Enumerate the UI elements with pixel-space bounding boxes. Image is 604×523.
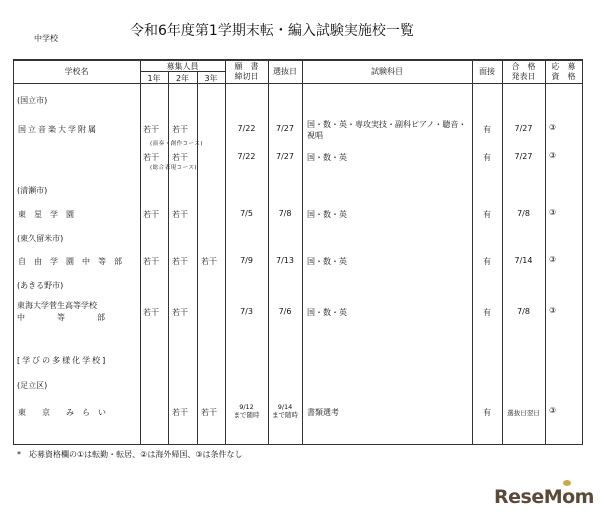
qualification-mark: ③ (549, 151, 557, 160)
year1-count: 若干 (143, 308, 159, 317)
header-bottom-border (13, 83, 583, 84)
deadline-date: 7/9 (240, 256, 253, 265)
year2-count: 若干 (172, 408, 188, 417)
col-divider-interview (502, 59, 503, 445)
announce-date: 7/8 (517, 209, 530, 218)
year1-count: 若干 (143, 125, 159, 134)
exam-date: 7/8 (278, 209, 292, 218)
exam-subjects: 国・数・英 (307, 257, 347, 266)
section-akiruno: (あきる野市) (17, 281, 64, 290)
exam-date: 7/6 (278, 307, 292, 316)
deadline-date-line2: まで随時 (233, 411, 260, 419)
exam-subjects: 書類選考 (307, 408, 339, 417)
deadline-date-line1: 9/12 (239, 403, 254, 411)
interview-flag: 有 (483, 210, 491, 219)
deadline-date: 7/5 (240, 209, 253, 218)
header-year3: 3年 (204, 74, 218, 83)
deadline-date (225, 403, 268, 419)
announce-date: 7/8 (517, 307, 530, 316)
header-year2: 2年 (175, 74, 190, 83)
section-kokuritsu: (国立市) (17, 96, 48, 105)
interview-flag: 有 (483, 153, 491, 162)
year2-count: 若干 (172, 125, 188, 134)
exam-date-line1: 9/14 (277, 403, 293, 411)
header-qualification (545, 62, 582, 82)
footnote: * 応募資格欄の①は転勤・転居、②は海外帰国、③は条件なし (17, 450, 243, 459)
qualification-mark: ③ (549, 255, 557, 264)
section-higashikurume: (東久留米市) (17, 234, 64, 243)
exam-date: 7/13 (276, 256, 294, 265)
header-exam-date: 選抜日 (273, 67, 297, 76)
announce-date: 選抜日翌日 (507, 409, 540, 417)
interview-flag: 有 (483, 125, 491, 134)
resemom-logo: ReseMom (494, 486, 594, 508)
year3-count: 若干 (201, 257, 217, 266)
interview-flag: 有 (483, 408, 491, 417)
col-divider-recruit (225, 59, 226, 445)
header-year1: 1年 (147, 74, 161, 83)
header-deadline-line2: 締切日 (234, 72, 259, 81)
year1-count: 若干 (143, 153, 159, 162)
exam-date: 7/27 (276, 152, 294, 161)
header-qual-line2: 資 格 (551, 72, 576, 81)
header-interview: 面接 (479, 67, 495, 76)
section-adachi: (足立区) (17, 381, 48, 390)
header-announce-line2: 発表日 (511, 72, 536, 81)
table-left-border (13, 59, 14, 445)
header-announce (502, 62, 545, 82)
announce-date: 7/14 (514, 256, 533, 265)
year2-count: 若干 (172, 210, 188, 219)
exam-subjects: 国・数・英 (307, 308, 347, 317)
col-divider-subjects (472, 59, 473, 445)
deadline-date: 7/22 (237, 124, 256, 133)
course-note: (総合表現コース) (150, 165, 198, 171)
deadline-date: 7/22 (237, 152, 256, 161)
section-manabi: [学びの多様化学校] (17, 356, 108, 365)
page-title: 令和6年度第1学期末転・編入試験実施校一覧 (130, 23, 414, 39)
exam-subjects: 国・数・英 (307, 210, 347, 219)
header-recruit: 募集人員 (166, 62, 199, 71)
section-kiyose: (清瀬市) (17, 186, 48, 195)
school-name: 東 京 み ら い (18, 408, 106, 417)
logo-dot-icon (563, 480, 571, 486)
exam-date: 7/27 (276, 124, 294, 133)
exam-subjects: 国・数・英 (307, 153, 347, 162)
header-qual-line1: 応 募 (551, 62, 576, 71)
school-name: 自 由 学 園 中 等 部 (18, 257, 122, 266)
col-divider-school (140, 59, 141, 445)
school-name-line1: 東海大学菅生高等学校 (17, 301, 97, 310)
interview-flag: 有 (483, 257, 491, 266)
qualification-mark: ③ (549, 406, 557, 415)
year1-count: 若干 (143, 257, 159, 266)
school-name (17, 300, 105, 324)
announce-date: 7/27 (514, 152, 533, 161)
exam-date (268, 403, 302, 419)
school-name: 国立音楽大学附属 (18, 125, 98, 134)
qualification-mark: ③ (549, 306, 557, 315)
header-deadline-line1: 願 書 (234, 62, 259, 71)
school-level-label: 中学校 (34, 34, 58, 43)
col-divider-year2 (197, 71, 198, 445)
year1-count: 若干 (143, 210, 159, 219)
header-announce-line1: 合 格 (511, 62, 536, 71)
exam-subjects: 国・数・英・専攻実技・副科ピアノ・聴音・視唱 (307, 120, 467, 140)
header-subjects: 試験科目 (371, 67, 403, 76)
year2-count: 若干 (172, 257, 188, 266)
interview-flag: 有 (483, 308, 491, 317)
announce-date: 7/27 (514, 124, 533, 133)
year2-count: 若干 (172, 153, 188, 162)
course-note: (演奏・創作コース) (150, 141, 204, 147)
qualification-mark: ③ (549, 208, 557, 217)
qualification-mark: ③ (549, 123, 557, 132)
deadline-date: 7/3 (240, 307, 253, 316)
exam-date-line2: まで随時 (272, 411, 298, 419)
table-bottom-border (13, 444, 583, 445)
school-name-line2: 中 等 部 (17, 313, 105, 322)
header-school: 学校名 (64, 67, 89, 76)
table-top-border (13, 59, 583, 61)
col-divider-deadline (268, 59, 269, 445)
col-divider-announce (545, 59, 546, 445)
col-divider-exam (302, 59, 303, 445)
header-deadline (225, 62, 268, 82)
table-right-border (582, 59, 583, 445)
col-divider-year1 (168, 71, 169, 445)
year3-count: 若干 (201, 408, 217, 417)
year2-count: 若干 (172, 308, 188, 317)
school-name: 東 星 学 園 (18, 210, 74, 219)
